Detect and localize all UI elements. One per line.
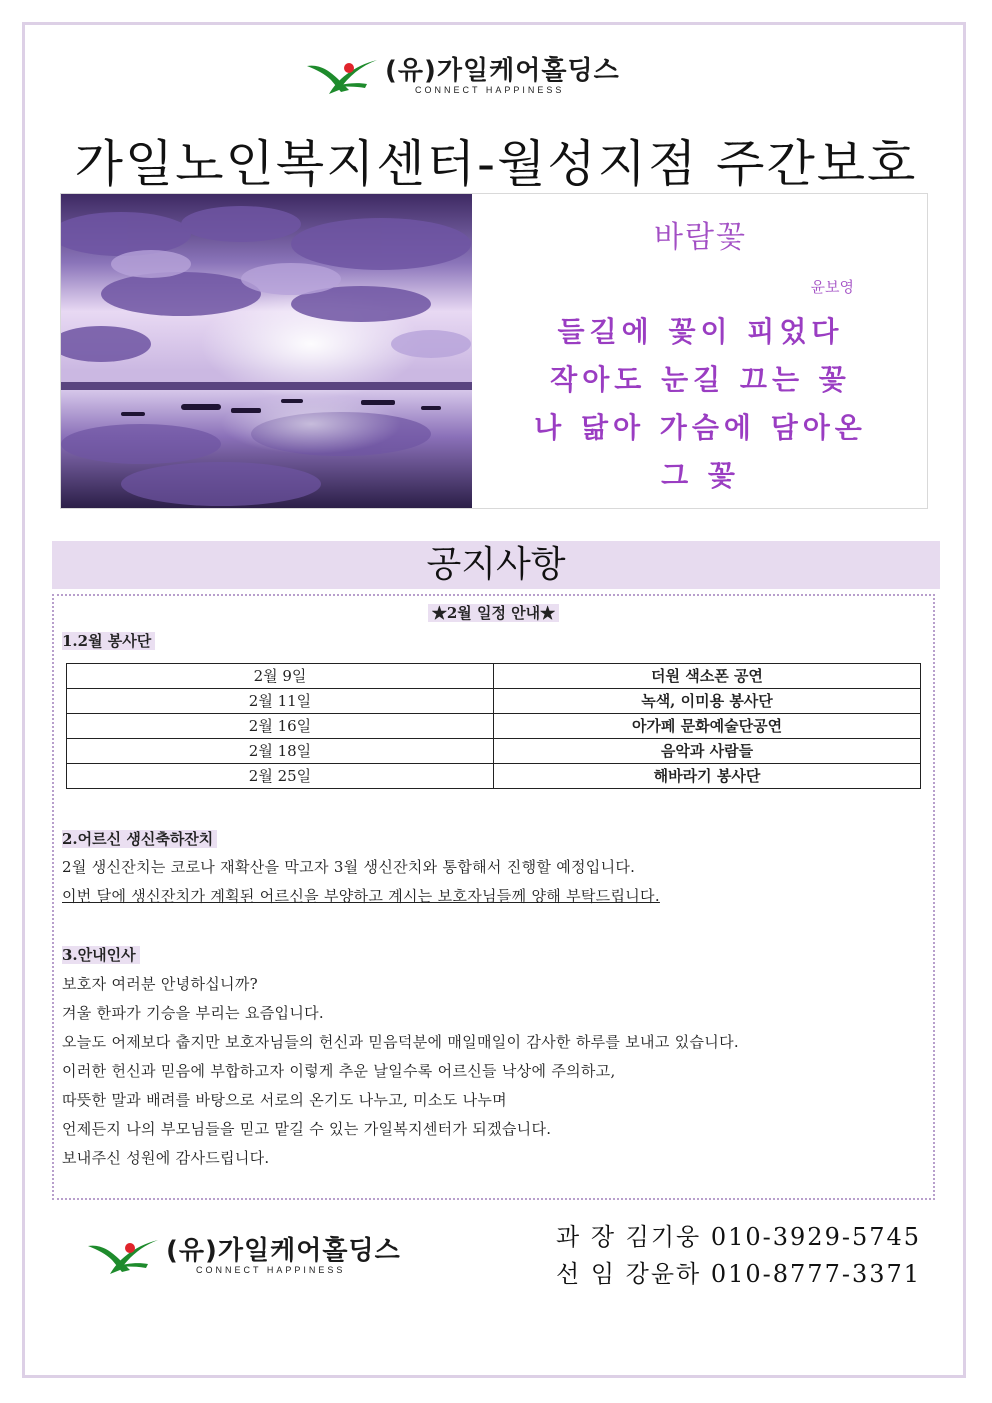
poem-author: 윤보영 — [810, 278, 854, 296]
poem-title: 바람꽃 — [654, 220, 747, 255]
schedule-event: 해바라기 봉사단 — [494, 764, 921, 789]
volunteer-schedule-table — [66, 663, 921, 789]
birthday-notice-line: 2월 생신잔치는 코로나 재확산을 막고자 3월 생신잔치와 통합해서 진행할 예정입니다. — [62, 858, 636, 876]
contact-role: 선 임 — [556, 1260, 616, 1288]
schedule-heading-text: ★2월 일정 안내★ — [428, 604, 559, 622]
schedule-heading — [54, 602, 933, 623]
table-row — [67, 714, 921, 739]
contact-name: 강윤하 — [625, 1260, 702, 1288]
section-heading-birthday — [62, 828, 217, 849]
schedule-date: 2월 25일 — [67, 764, 494, 789]
table-row — [67, 664, 921, 689]
poem-box — [60, 193, 928, 509]
logo-name: (유)가일케어홀딩스 — [385, 55, 620, 86]
schedule-event: 음악과 사람들 — [494, 739, 921, 764]
logo-mark-icon — [86, 1236, 160, 1276]
schedule-event: 더원 색소폰 공연 — [494, 664, 921, 689]
table-row — [67, 689, 921, 714]
contact-phone: 010-8777-3371 — [710, 1260, 922, 1288]
table-row — [67, 739, 921, 764]
logo-slogan: CONNECT HAPPINESS — [415, 84, 565, 95]
notice-header — [52, 541, 940, 589]
greeting-line: 언제든지 나의 부모님들을 믿고 맡길 수 있는 가일복지센터가 되겠습니다. — [62, 1120, 552, 1138]
section-heading-text: 1.2월 봉사단 — [62, 632, 155, 650]
notice-title: 공지사항 — [426, 544, 566, 585]
section-heading-greeting — [62, 944, 140, 965]
table-row — [67, 764, 921, 789]
logo-mark-icon — [305, 56, 379, 96]
poem-text — [473, 194, 928, 508]
contact-line — [556, 1254, 921, 1289]
schedule-date: 2월 16일 — [67, 714, 494, 739]
schedule-date: 2월 18일 — [67, 739, 494, 764]
notice-box — [52, 594, 935, 1200]
greeting-line: 보내주신 성원에 감사드립니다. — [62, 1149, 270, 1167]
contact-phone: 010-3929-5745 — [710, 1223, 922, 1251]
poem-line: 그 꽃 — [661, 459, 740, 492]
greeting-line: 따뜻한 말과 배려를 바탕으로 서로의 온기도 나누고, 미소도 나누며 — [62, 1091, 507, 1109]
schedule-date: 2월 11일 — [67, 689, 494, 714]
greeting-line: 보호자 여러분 안녕하십니까? — [62, 975, 258, 993]
company-logo-footer — [86, 1236, 401, 1276]
schedule-event: 아가페 문화예술단공연 — [494, 714, 921, 739]
schedule-date: 2월 9일 — [67, 664, 494, 689]
schedule-event: 녹색, 이미용 봉사단 — [494, 689, 921, 714]
section-heading-text: 3.안내인사 — [62, 946, 140, 964]
logo-name: (유)가일케어홀딩스 — [166, 1235, 401, 1266]
greeting-line: 이러한 헌신과 믿음에 부합하고자 이렇게 추운 날일수록 어르신들 낙상에 주의하고, — [62, 1062, 616, 1080]
poem-line: 나 닮아 가슴에 담아온 — [534, 411, 867, 444]
company-logo — [305, 56, 620, 96]
sky-reflection-image — [61, 194, 472, 508]
greeting-line: 오늘도 어제보다 춥지만 보호자님들의 헌신과 믿음덕분에 매일매일이 감사한 하루를 보내고 있습니다. — [62, 1033, 739, 1051]
section-heading-volunteer — [62, 630, 155, 651]
birthday-notice-line: 이번 달에 생신잔치가 계획된 어르신을 부양하고 계시는 보호자님들께 양해 부탁드립니다. — [62, 887, 660, 905]
poem-line: 들길에 꽃이 피었다 — [557, 315, 844, 348]
logo-slogan: CONNECT HAPPINESS — [196, 1264, 346, 1275]
page-title: 가일노인복지센터-월성지점 주간보호 — [74, 135, 918, 193]
contact-line — [556, 1217, 921, 1252]
section-heading-text: 2.어르신 생신축하잔치 — [62, 830, 217, 848]
contact-name: 김기웅 — [625, 1223, 702, 1251]
poem-line: 작아도 눈길 끄는 꽃 — [550, 363, 851, 396]
greeting-line: 겨울 한파가 기승을 부리는 요즘입니다. — [62, 1004, 324, 1022]
contact-role: 과 장 — [556, 1223, 616, 1251]
